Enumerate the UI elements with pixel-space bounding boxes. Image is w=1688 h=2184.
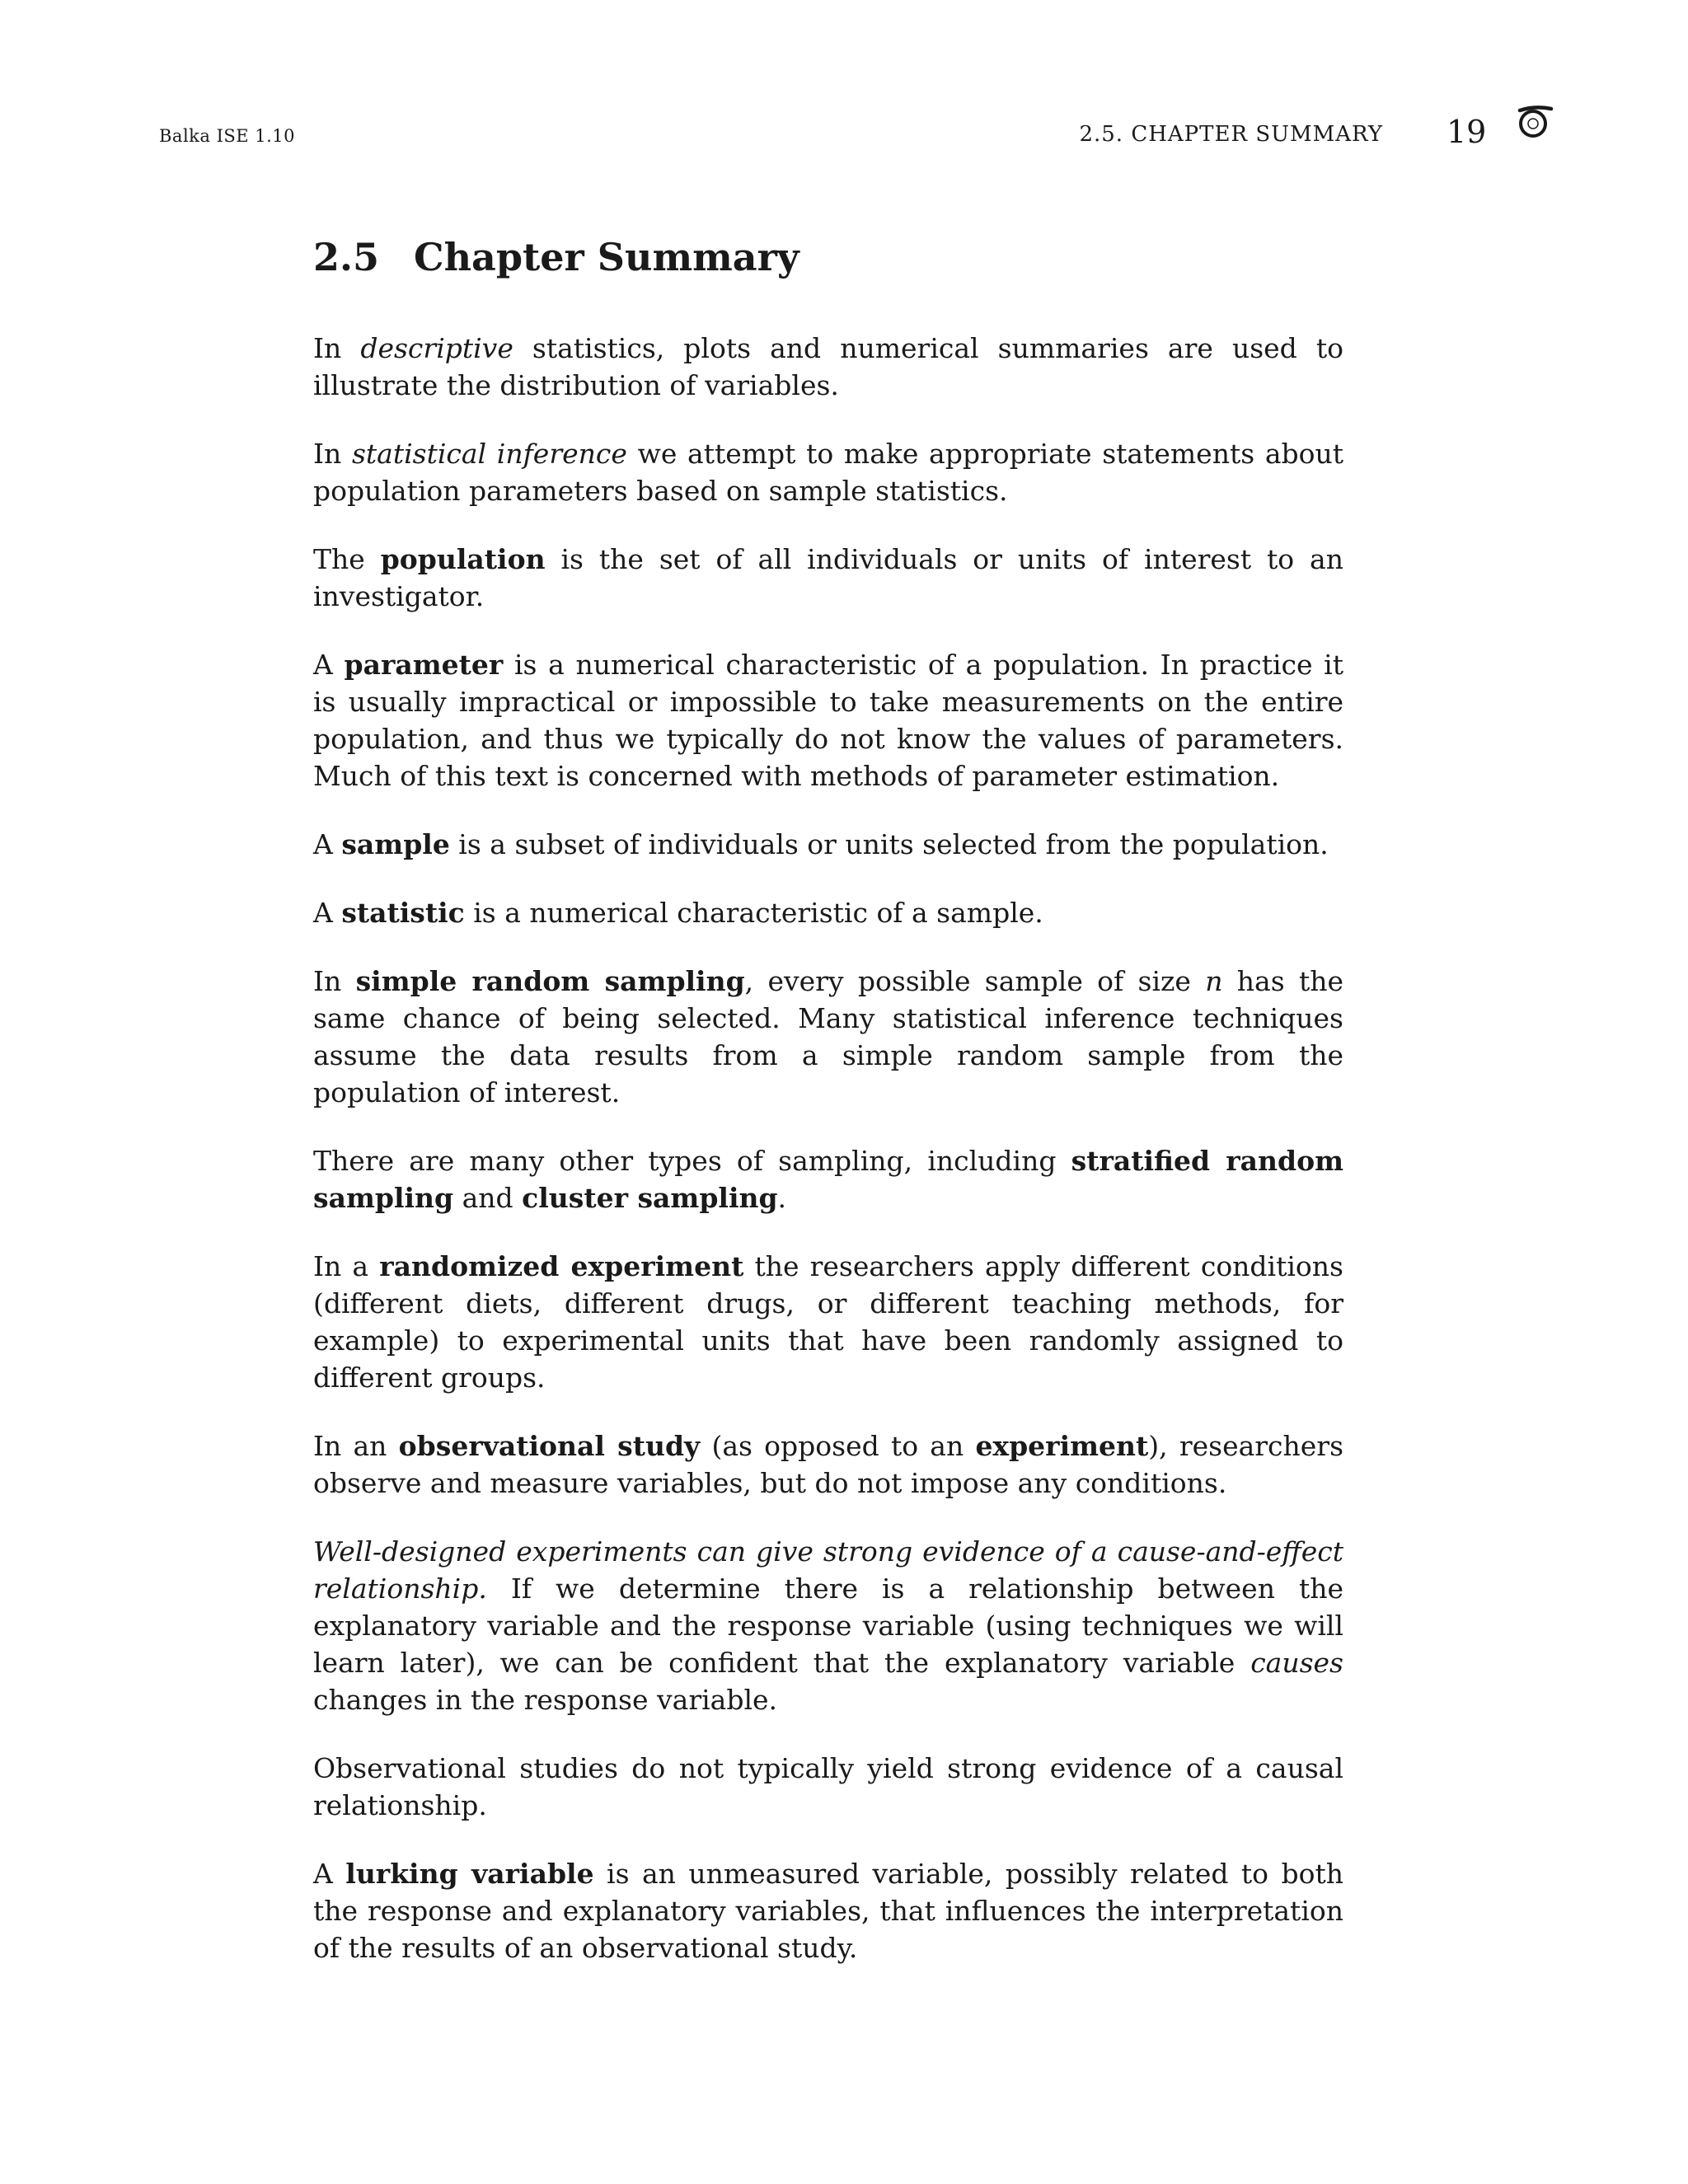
bold-term: experiment <box>975 1430 1149 1463</box>
summary-paragraph: In a randomized experiment the researchers apply different conditions (different diets, different drugs, or different teaching methods, for example) to experimental units that have been randomly assigned to different groups. <box>313 1250 1343 1394</box>
summary-paragraph: In an observational study (as opposed to an experiment), researchers observe and measure variables, but do not impose any conditions. <box>313 1430 1344 1500</box>
summary-paragraph: In simple random sampling, every possible sample of size n has the same chance of being selected. Many statistical inference techniques assume the data results from a simple random sample from the population of interest. <box>313 965 1344 1109</box>
summary-paragraph: Well-designed experiments can give strong evidence of a cause-and-effect relationship. If we determine there is a relationship between the explanatory variable and the response variable (using techniques we will learn later), we can be confident that the explanatory variable causes changes in the response variable. <box>313 1535 1343 1717</box>
bold-term: lurking variable <box>345 1858 594 1891</box>
page-number: 19 <box>1447 114 1487 150</box>
main-content <box>313 235 1343 1998</box>
summary-paragraph: A statistic is a numerical characteristic of a sample. <box>313 897 1043 930</box>
bold-term: statistic <box>341 897 465 930</box>
summary-paragraph: The population is the set of all individuals or units of interest to an investigator. <box>313 543 1343 613</box>
sigma-logo-icon <box>1515 101 1554 140</box>
running-header-right: 2.5. CHAPTER SUMMARY <box>1079 122 1383 147</box>
section-number: 2.5 <box>313 235 380 279</box>
bold-term: cluster sampling <box>522 1182 778 1215</box>
bold-term: sample <box>341 828 450 861</box>
bold-term: parameter <box>344 649 504 682</box>
summary-paragraph: A lurking variable is an unmeasured variable, possibly related to both the response and explanatory variables, that influences the interpretation of the results of an observational study. <box>313 1858 1343 1965</box>
summary-paragraph: A parameter is a numerical characteristic of a population. In practice it is usually impractical or impossible to take measurements on the entire population, and thus we typically do not know the values of parameters. Much of this text is concerned with methods of parameter estimation. <box>313 649 1344 793</box>
summary-paragraph: In statistical inference we attempt to make appropriate statements about population parameters based on sample statistics. <box>313 438 1343 508</box>
summary-paragraph: There are many other types of sampling, including stratified random sampling and cluster sampling. <box>313 1145 1343 1215</box>
italic-term: statistical inference <box>351 438 627 471</box>
summary-paragraph: Observational studies do not typically yield strong evidence of a causal relationship. <box>313 1752 1343 1822</box>
running-header-left: Balka ISE 1.10 <box>159 126 296 146</box>
section-heading <box>313 235 1343 280</box>
bold-term: stratified random sampling <box>313 1145 1343 1215</box>
summary-paragraph: In descriptive statistics, plots and numerical summaries are used to illustrate the distribution of variables. <box>313 332 1343 402</box>
italic-term: Well-designed experiments can give strong evidence of a cause-and-effect relationship. <box>313 1535 1343 1605</box>
italic-term: descriptive <box>360 332 513 365</box>
bold-term: population <box>380 543 546 576</box>
bold-term: simple random sampling <box>355 965 745 998</box>
section-title: Chapter Summary <box>414 235 799 279</box>
italic-term: causes <box>1250 1647 1343 1680</box>
bold-term: randomized experiment <box>379 1250 744 1283</box>
italic-term: n <box>1205 965 1223 998</box>
bold-term: observational study <box>398 1430 701 1463</box>
summary-paragraph: A sample is a subset of individuals or units selected from the population. <box>313 828 1329 861</box>
